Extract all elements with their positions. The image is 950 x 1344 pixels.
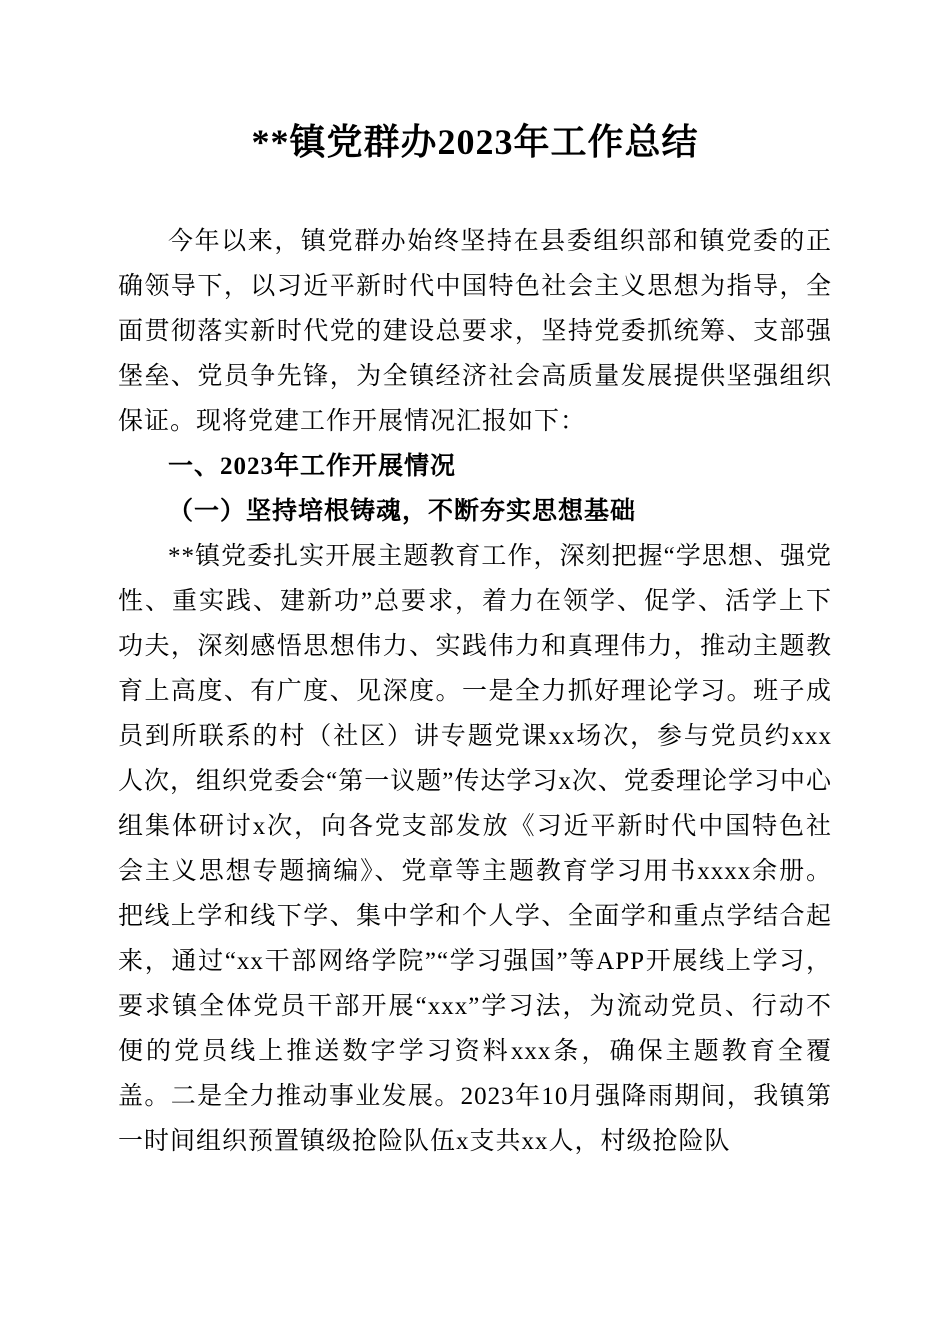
subsection-heading: （一）坚持培根铸魂，不断夯实思想基础 <box>168 497 637 525</box>
body-paragraph: **镇党委扎实开展主题教育工作，深刻把握“学思想、强党性、重实践、建新功”总要求，着力在领学、促学、活学上下功夫，深刻感悟思想伟力、实践伟力和真理伟力，推动主题教育上高度、有广度、见深度。一是全力抓好理论学习。班子成员到所联系的村（社区）讲专题党课xx场次，参与党员约xxx人次，组织党委会“第一议题”传达学习x次、党委理论学习中心组集体研讨x次，向各党支部发放《习近平新时代中国特色社会主义思想专题摘编》、党章等主题教育学习用书xxxx余册。把线上学和线下学、集中学和个人学、全面学和重点学结合起来，通过“xx干部网络学院”“学习强国”等APP开展线上学习，要求镇全体党员干部开展“xxx”学习法，为流动党员、行动不便的党员线上推送数字学习资料xxx条，确保主题教育全覆盖。二是全力推动事业发展。2023年10月强降雨期间，我镇第一时间组织预置镇级抢险队伍x支共xx人，村级抢险队 <box>118 542 832 1155</box>
section-heading: 一、2023年工作开展情况 <box>168 452 457 480</box>
intro-paragraph: 今年以来，镇党群办始终坚持在县委组织部和镇党委的正确领导下，以习近平新时代中国特色社会主义思想为指导，全面贯彻落实新时代党的建设总要求，坚持党委抓统筹、支部强堡垒、党员争先锋，为全镇经济社会高质量发展提供坚强组织保证。现将党建工作开展情况汇报如下： <box>118 227 832 435</box>
document-title: **镇党群办2023年工作总结 <box>251 122 699 162</box>
